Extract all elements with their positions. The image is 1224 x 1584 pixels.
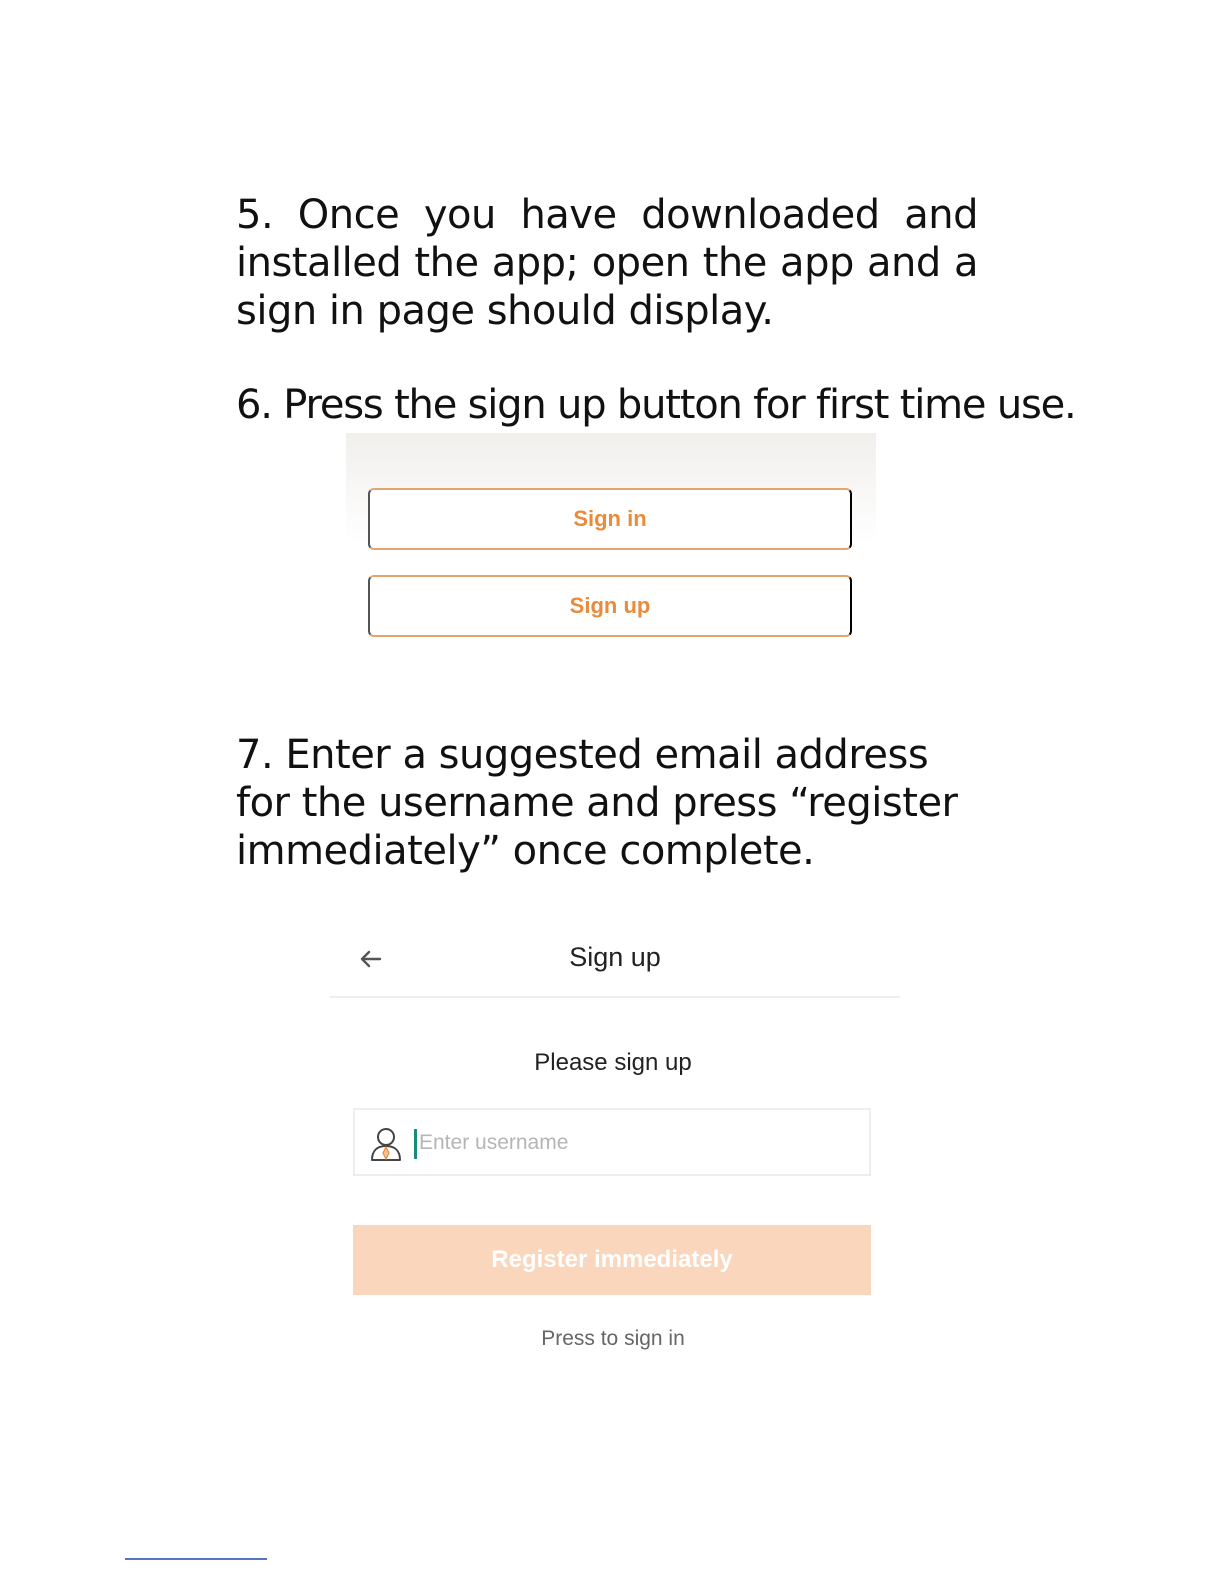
page-title: Sign up: [569, 942, 661, 972]
sign-in-link[interactable]: Press to sign in: [541, 1327, 685, 1350]
signup-screenshot: [330, 930, 900, 1370]
signup-header: [330, 930, 900, 998]
signin-screenshot: [346, 433, 876, 655]
username-field[interactable]: [353, 1108, 871, 1176]
signup-prompt: Please sign up: [534, 1049, 692, 1076]
register-button[interactable]: Register immediately: [353, 1225, 871, 1295]
user-icon: [369, 1126, 403, 1162]
step-6-instruction: 6. Press the sign up button for first time use.: [236, 382, 1076, 428]
footnote-divider: [125, 1558, 267, 1560]
sign-in-button[interactable]: Sign in: [368, 488, 852, 550]
sign-up-button[interactable]: Sign up: [368, 575, 852, 637]
step-7-instruction: 7. Enter a suggested email address for the username and press “register immediately” once complete.: [236, 732, 958, 874]
step-5-instruction: 5. Once you have downloaded and installed the app; open the app and a sign in page should display.: [236, 192, 978, 334]
username-input[interactable]: [417, 1124, 841, 1162]
